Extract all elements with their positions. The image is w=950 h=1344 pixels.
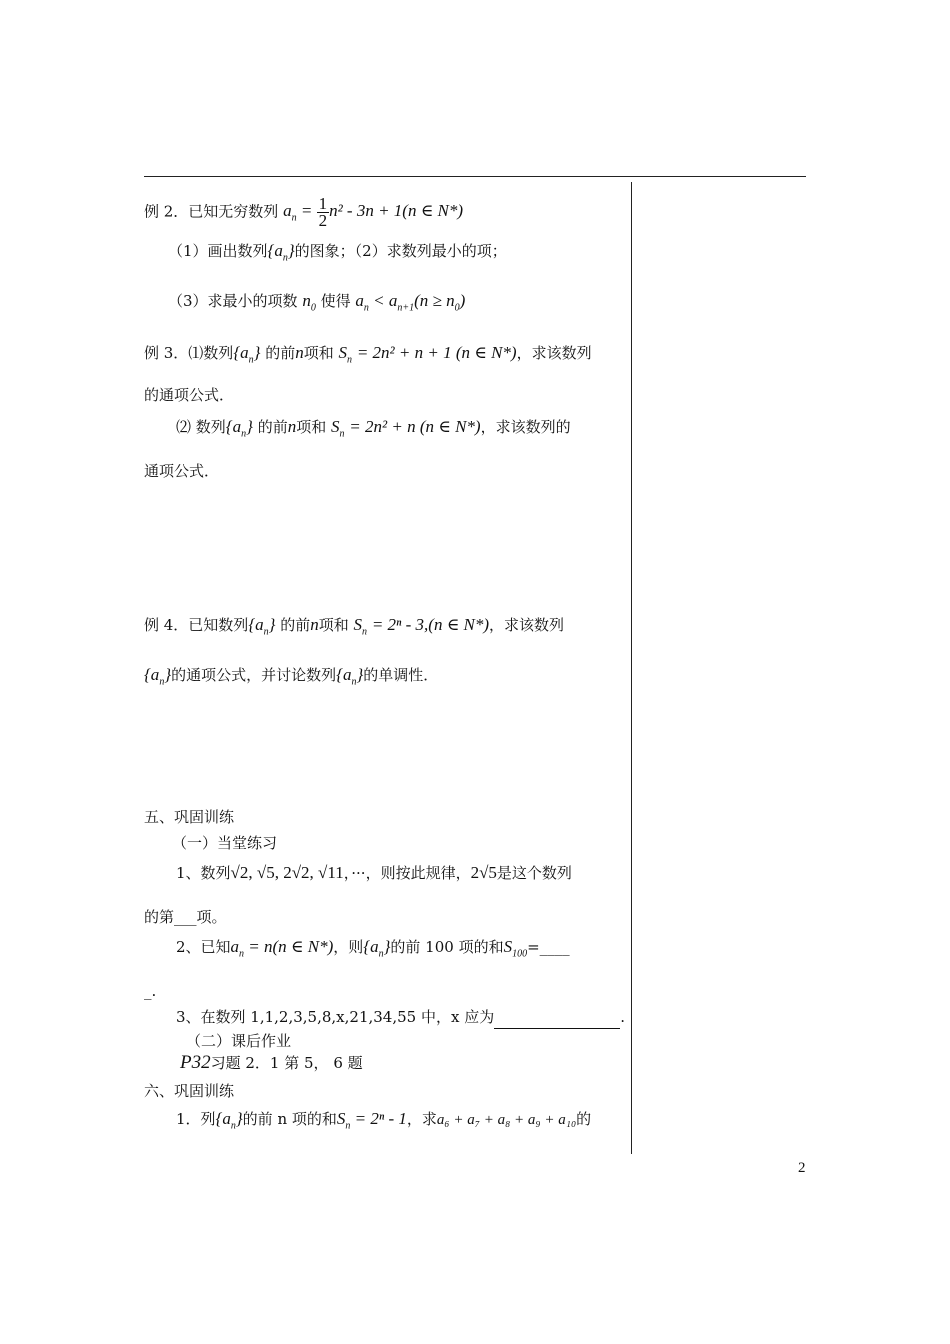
sec5-q3: 3、在数列 1,1,2,3,5,8,x,21,34,55 中，x 应为 . — [176, 1006, 625, 1029]
sec6-q1: 1．列$\{a_n\}$的前 n 项的和$S_n = 2^n - 1$，求a₆ + a₇ + a₈ + a₉ + a₁₀的 — [176, 1109, 592, 1132]
sec5-sub1: （一）当堂练习 — [172, 834, 278, 852]
margin-rule — [631, 182, 632, 1154]
ex2-condition: $a_n < a_{n+1}(n \ge n_0)$ — [355, 291, 466, 314]
sec6-title: 六、巩固训练 — [144, 1082, 235, 1100]
answer-blank — [494, 1006, 620, 1029]
ex3-line4: 通项公式． — [144, 462, 220, 480]
ex2-line1 — [144, 196, 463, 230]
sec5-q1-cont: 的第___项。 — [144, 908, 227, 926]
ex2-formula: $a_n$ = $\frac{1}{2}$ n² - 3n + 1(n ∈ N*) — [283, 194, 464, 230]
ex3-line3: ⑵ 数列$\{a_n\}$ 的前n项和 $S_n = 2n^2 + n$ (n ∈ N*)，求该数列的 — [176, 417, 571, 440]
sec5-q1: 1、数列√2, √5, 2√2, √11，···，则按此规律，2√5是这个数列 — [176, 863, 572, 882]
sec5-title: 五、巩固训练 — [144, 808, 235, 826]
ex4-line1: 例 4．已知数列$\{a_n\}$ 的前n项和 $S_n = 2^n - 3,(n$ ∈ N*)，求该数列 — [144, 615, 565, 638]
ex2-label: 例 2．已知无穷数列 — [144, 202, 279, 221]
ex3-line1: 例 3．⑴数列$\{a_n\}$ 的前n项和 $S_n = 2n^2 + n + 1$ (n ∈ N*)，求该数列 — [144, 343, 592, 366]
header-rule — [144, 176, 806, 177]
ex4-line2: $\{a_n\}$的通项公式，并讨论数列$\{a_n\}$的单调性． — [144, 665, 439, 688]
sec5-q2: 2、已知$a_n = n(n$ ∈ N*)，则$\{a_n\}$的前 100 项的和$S_{100}=\_\_\_\_$ — [176, 937, 570, 960]
sec5-q2-cont: _. — [144, 982, 157, 1000]
ex2-line3: （3）求最小的项数 $n_0$ 使得 $a_n < a_{n+1}(n \ge n_0)$ — [168, 291, 466, 314]
sec5-sub2: （二）课后作业 — [186, 1032, 292, 1050]
seq-an: $\{a_n\}$ — [267, 241, 295, 264]
sec5-hw: P32习题 2．1 第 5， 6 题 — [180, 1052, 363, 1073]
page-number: 2 — [798, 1160, 806, 1176]
ex3-line2: 的通项公式． — [144, 386, 235, 404]
ex2-line2: （1）画出数列$\{a_n\}$的图象；（2）求数列最小的项； — [168, 241, 507, 264]
